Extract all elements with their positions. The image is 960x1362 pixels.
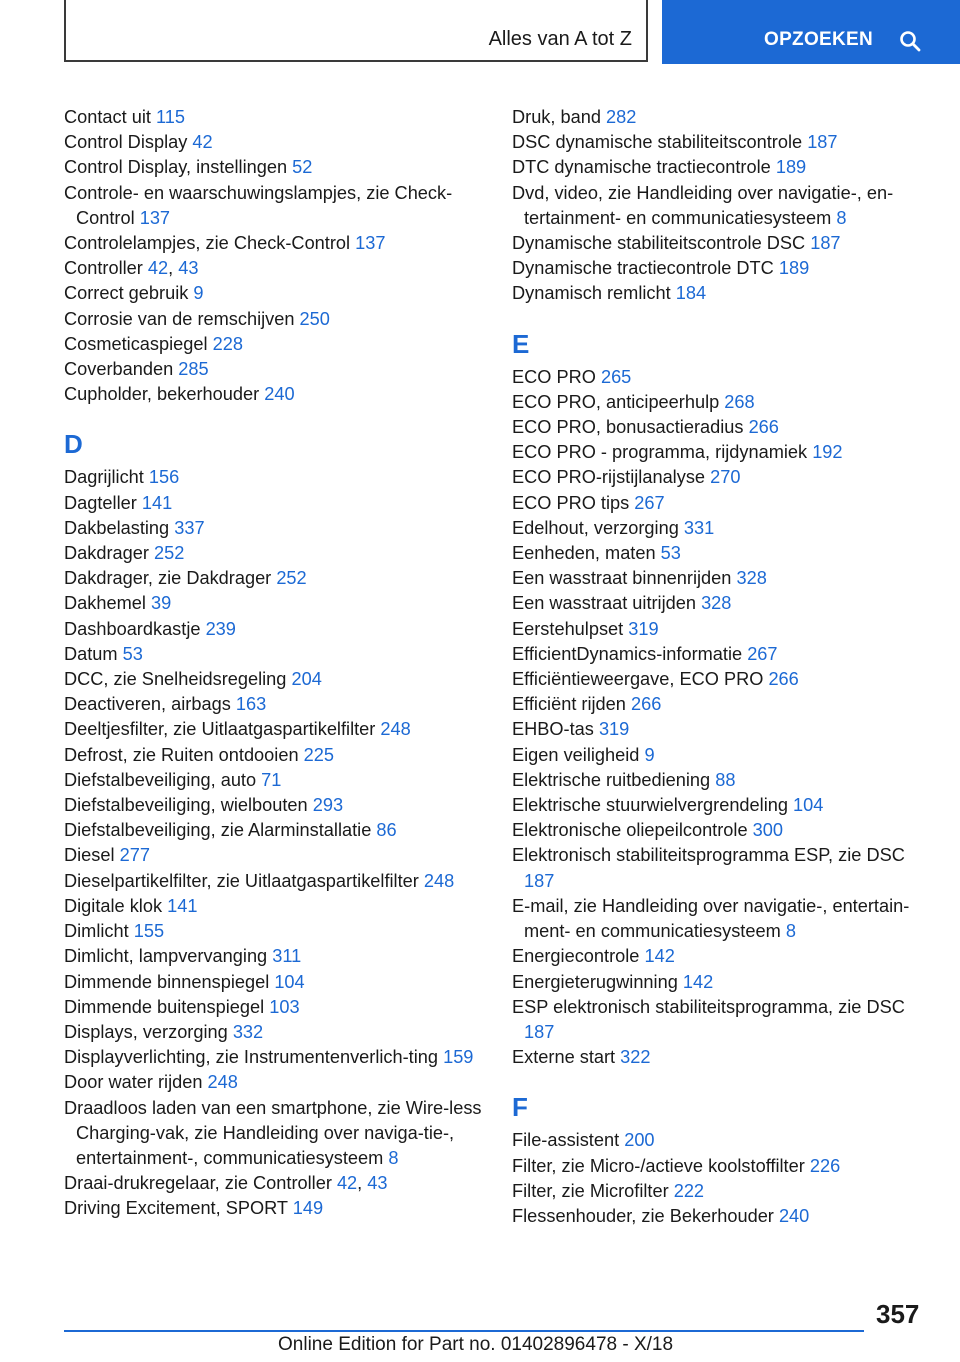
index-entry [64, 894, 484, 919]
index-entry-text: Een wasstraat binnenrijden [512, 568, 732, 589]
index-entry [64, 491, 484, 516]
index-entry [512, 440, 932, 465]
page-link[interactable]: 266 [748, 417, 779, 438]
index-entry [64, 970, 484, 995]
index-entry [64, 667, 484, 692]
index-entry-text: Diefstalbeveiliging, wielbouten [64, 795, 308, 816]
page-link[interactable]: 328 [736, 568, 767, 589]
tab-alles-van-a-tot-z[interactable] [64, 0, 648, 62]
page-link[interactable]: 225 [303, 744, 334, 765]
index-entry-text: Corrosie van de remschijven [64, 308, 295, 329]
index-entry-text: Dieselpartikelfilter, zie Uitlaatgaspartikelfilter [64, 870, 419, 891]
index-entry-text: Dagteller [64, 492, 137, 513]
index-entry [64, 181, 484, 231]
index-entry-text: ECO PRO [512, 366, 596, 387]
index-entry [512, 465, 932, 490]
index-entry-text: Eenheden, maten [512, 543, 656, 564]
page-link[interactable]: 240 [264, 384, 295, 405]
index-entry [512, 617, 932, 642]
index-entry-text: Filter, zie Microfilter [512, 1180, 669, 1201]
index-entry [512, 1179, 932, 1204]
page-link[interactable]: 141 [167, 895, 198, 916]
page-link[interactable]: 42 [336, 1173, 358, 1194]
index-entry [64, 919, 484, 944]
index-entry [512, 591, 932, 616]
page-separator: , [357, 1173, 363, 1194]
page-link[interactable]: 184 [675, 283, 707, 304]
index-entry-text: ECO PRO-rijstijlanalyse [512, 467, 706, 488]
page-link[interactable]: 159 [443, 1047, 474, 1068]
page-link[interactable]: 8 [836, 207, 847, 228]
page-link[interactable]: 103 [269, 996, 300, 1017]
index-entry-text: Control Display [64, 132, 188, 153]
index-entry-text: Coverbanden [64, 359, 174, 380]
index-entry [64, 231, 484, 256]
page-link[interactable]: 52 [292, 157, 313, 178]
index-entry [512, 1204, 932, 1229]
index-entry-text: Flessenhouder, zie Bekerhouder [512, 1205, 774, 1226]
page-link[interactable]: 332 [232, 1021, 264, 1042]
index-entry [512, 130, 932, 155]
index-entry-text: Diefstalbeveiliging, zie Alarminstallatie [64, 820, 372, 841]
index-entry [64, 155, 484, 180]
index-entry-text: Dvd, video, zie Handleiding over navigatie-, en-tertainment- en communicatiesysteem [512, 182, 894, 228]
page-link[interactable]: 322 [620, 1047, 651, 1068]
index-entry-text: ECO PRO tips [512, 492, 630, 513]
index-entry-text: Defrost, zie Ruiten ontdooien [64, 744, 299, 765]
page-link[interactable]: 268 [724, 391, 755, 412]
index-entry [64, 130, 484, 155]
index-entry [64, 1171, 484, 1196]
index-entry [64, 307, 484, 332]
index-entry-text: DCC, zie Snelheidsregeling [64, 669, 287, 690]
index-entry [512, 365, 932, 390]
index-entry-text: Eigen veiligheid [512, 744, 640, 765]
tab-label: Alles van A tot Z [488, 28, 632, 50]
footer-divider [64, 1330, 864, 1332]
index-entry-text: Elektronisch stabiliteitsprogramma ESP, zie DSC [512, 845, 905, 866]
index-entry-text: Dakhemel [64, 593, 146, 614]
index-entry [64, 995, 484, 1020]
index-entry [512, 491, 932, 516]
page-link[interactable]: 142 [682, 971, 714, 992]
index-entry [64, 382, 484, 407]
index-entry [64, 869, 484, 894]
page-link[interactable]: 8 [785, 921, 796, 942]
index-entry-text: Efficiëntieweergave, ECO PRO [512, 669, 764, 690]
index-entry [512, 541, 932, 566]
index-entry-text: Control Display, instellingen [64, 157, 288, 178]
index-entry-text: Cupholder, bekerhouder [64, 384, 260, 405]
index-entry-text: Displayverlichting, zie Instrumentenverlich-ting [64, 1047, 439, 1068]
index-entry-text: Dimmende buitenspiegel [64, 996, 265, 1017]
index-entry-text: Dakdrager, zie Dakdrager [64, 568, 272, 589]
index-entry [64, 692, 484, 717]
index-entry [512, 516, 932, 541]
index-entry [512, 995, 932, 1045]
index-entry-text: Edelhout, verzorging [512, 517, 679, 538]
page-link[interactable]: 311 [272, 946, 302, 967]
index-entry-text: Efficiënt rijden [512, 694, 626, 715]
page-link[interactable]: 337 [174, 517, 205, 538]
page-link[interactable]: 137 [139, 207, 171, 228]
index-entry-text: Druk, band [512, 107, 601, 127]
page-link[interactable]: 248 [423, 870, 455, 891]
index-entry-text: Controller [64, 258, 143, 279]
index-entry-text: Dakdrager [64, 543, 149, 564]
index-entry-text: ESP elektronisch stabiliteitsprogramma, zie DSC [512, 996, 905, 1017]
page-link[interactable]: 240 [778, 1205, 810, 1226]
page-link[interactable]: 104 [793, 795, 824, 816]
index-entry [64, 465, 484, 490]
index-entry-text: Driving Excitement, SPORT [64, 1198, 288, 1219]
index-entry-text: Dynamisch remlicht [512, 283, 671, 304]
index-entry [64, 281, 484, 306]
index-entry [512, 793, 932, 818]
index-entry [64, 105, 484, 130]
index-entry-text: Energieterugwinning [512, 971, 678, 992]
index-entry-text: Een wasstraat uitrijden [512, 593, 696, 614]
page-link[interactable]: 277 [119, 845, 150, 866]
page-link[interactable]: 155 [133, 921, 165, 942]
index-entry [512, 743, 932, 768]
index-entry-text: Contact uit [64, 107, 151, 127]
index-entry [64, 1045, 484, 1070]
page-link[interactable]: 248 [380, 719, 411, 740]
page-link[interactable]: 115 [156, 107, 186, 127]
index-entry-text: EHBO-tas [512, 719, 594, 740]
index-entry [64, 256, 484, 281]
page-link[interactable]: 43 [178, 258, 199, 279]
page-link[interactable]: 267 [747, 643, 778, 664]
index-entry [64, 591, 484, 616]
footer-edition-text: Online Edition for Part no. 01402896478 - X/18 [278, 1334, 674, 1355]
page-link[interactable]: 104 [274, 971, 305, 992]
index-entry [512, 105, 932, 130]
page-link[interactable]: 39 [150, 593, 172, 614]
page-link[interactable]: 88 [715, 769, 736, 790]
page-separator: , [168, 258, 174, 279]
page-link[interactable]: 270 [710, 467, 741, 488]
index-entry [512, 231, 932, 256]
index-entry [512, 970, 932, 995]
index-entry-text: Displays, verzorging [64, 1021, 228, 1042]
top-navigation [0, 0, 960, 64]
page-link[interactable]: 86 [376, 820, 397, 841]
page-link[interactable]: 137 [355, 233, 386, 254]
page-link[interactable]: 319 [598, 719, 630, 740]
page-link[interactable]: 252 [276, 568, 307, 589]
index-entry [512, 692, 932, 717]
page-number: 357 [876, 1299, 920, 1329]
index-entry [64, 566, 484, 591]
index-entry [64, 332, 484, 357]
page-link[interactable]: 250 [299, 308, 330, 329]
index-entry [512, 1045, 932, 1070]
page-link[interactable]: 331 [683, 517, 715, 538]
page-link[interactable]: 156 [148, 467, 180, 488]
page-link[interactable]: 204 [291, 669, 322, 690]
index-entry [512, 256, 932, 281]
index-entry-text: Elektronische oliepeilcontrole [512, 820, 748, 841]
index-entry [64, 541, 484, 566]
page-link[interactable]: 43 [367, 1173, 388, 1194]
index-entry-text: Elektrische stuurwielvergrendeling [512, 795, 788, 816]
index-entry-text: Dagrijlicht [64, 467, 144, 488]
index-entry-text: ECO PRO, anticipeerhulp [512, 391, 720, 412]
page-link[interactable]: 265 [600, 366, 632, 387]
section-letter-d: D [64, 429, 83, 460]
page-link[interactable]: 9 [644, 744, 655, 765]
page-link[interactable]: 141 [141, 492, 173, 513]
index-entry [64, 818, 484, 843]
index-entry [64, 642, 484, 667]
index-entry-text: Externe start [512, 1047, 616, 1068]
index-entry [512, 818, 932, 843]
index-entry [512, 1128, 932, 1153]
index-entry-text: Dynamische tractiecontrole DTC [512, 258, 774, 279]
index-entry-text: Controle- en waarschuwingslampjes, zie Check-Control [64, 182, 453, 228]
page-link[interactable]: 222 [673, 1180, 705, 1201]
index-entry-text: Deeltjesfilter, zie Uitlaatgaspartikelfilter [64, 719, 376, 740]
index-entry [64, 516, 484, 541]
index-entry-text: Deactiveren, airbags [64, 694, 231, 715]
page-link[interactable]: 189 [775, 157, 807, 178]
index-entry [512, 667, 932, 692]
index-entry-text: File-assistent [512, 1130, 620, 1151]
index-entry-text: Dakbelasting [64, 517, 170, 538]
page-link[interactable]: 226 [809, 1155, 841, 1176]
page-link[interactable]: 187 [524, 870, 555, 891]
index-entry-text: E-mail, zie Handleiding over navigatie-, entertain-ment- en communicatiesysteem [512, 895, 910, 942]
index-entry-text: Datum [64, 643, 118, 664]
index-entry-text: Diesel [64, 845, 115, 866]
page-link[interactable]: 9 [193, 283, 204, 304]
page-link[interactable]: 53 [660, 543, 681, 564]
index-entry [512, 566, 932, 591]
index-entry [64, 617, 484, 642]
page-link[interactable]: 267 [634, 492, 665, 513]
index-entry-text: Cosmeticaspiegel [64, 333, 208, 354]
page-link[interactable]: 187 [810, 233, 841, 254]
search-label: OPZOEKEN [764, 29, 874, 50]
index-entry-text: ECO PRO - programma, rijdynamiek [512, 442, 808, 463]
index-entry [64, 793, 484, 818]
page-link[interactable]: 71 [261, 769, 282, 790]
page-link[interactable]: 142 [644, 946, 675, 967]
page-link[interactable]: 8 [388, 1147, 399, 1168]
index-entry-text: Energiecontrole [512, 946, 640, 967]
index-entry [512, 894, 932, 944]
index-entry-text: Elektrische ruitbediening [512, 769, 711, 790]
index-entry-text: Eerstehulpset [512, 618, 624, 639]
index-entry-text: Dashboardkastje [64, 618, 201, 639]
index-entry [512, 181, 932, 231]
index-entry [512, 843, 932, 893]
index-entry [512, 415, 932, 440]
page-link[interactable]: 42 [192, 132, 213, 153]
page-link[interactable]: 187 [524, 1021, 555, 1042]
index-entry [512, 1154, 932, 1179]
page-link[interactable]: 252 [153, 543, 185, 564]
index-entry-text: Diefstalbeveiliging, auto [64, 769, 257, 790]
index-entry [512, 717, 932, 742]
page-link[interactable]: 239 [205, 618, 236, 639]
page-link[interactable]: 228 [212, 333, 243, 354]
page-link[interactable]: 192 [812, 442, 843, 463]
index-column-left [64, 105, 484, 1222]
page-link[interactable]: 319 [628, 618, 659, 639]
index-entry-text: DTC dynamische tractiecontrole [512, 157, 771, 178]
page-link[interactable]: 300 [752, 820, 783, 841]
page-link[interactable]: 200 [624, 1130, 655, 1151]
index-entry-text: ECO PRO, bonusactieradius [512, 417, 744, 438]
page-link[interactable]: 53 [122, 643, 143, 664]
index-entry-text: Digitale klok [64, 895, 163, 916]
page-link[interactable]: 248 [207, 1072, 238, 1093]
index-entry [64, 768, 484, 793]
page-link[interactable]: 282 [606, 107, 637, 127]
index-entry-text: Dimlicht, lampvervanging [64, 946, 268, 967]
index-entry [512, 390, 932, 415]
index-entry-text: Door water rijden [64, 1072, 203, 1093]
section-letter-e: E [512, 328, 530, 359]
page-link[interactable]: 189 [778, 258, 810, 279]
index-entry [512, 768, 932, 793]
index-entry [512, 642, 932, 667]
index-entry [512, 944, 932, 969]
section-letter-f: F [512, 1092, 528, 1123]
index-entry [64, 717, 484, 742]
page-link[interactable]: 149 [292, 1198, 324, 1219]
index-entry-text: Filter, zie Micro-/actieve koolstoffilter [512, 1155, 805, 1176]
page-link[interactable]: 266 [630, 694, 662, 715]
index-entry-text: Controlelampjes, zie Check-Control [64, 233, 351, 254]
index-entry [64, 743, 484, 768]
index-entry-text: Draai-drukregelaar, zie Controller [64, 1173, 332, 1194]
index-entry [64, 1070, 484, 1095]
page-link[interactable]: 285 [178, 359, 209, 380]
index-entry-text: EfficientDynamics-informatie [512, 643, 743, 664]
index-entry-text: Draadloos laden van een smartphone, zie Wire-less Charging-vak, zie Handleiding over naviga-tie-, entertainment-, communicatiesysteem [64, 1097, 482, 1168]
index-entry [64, 1096, 484, 1172]
index-entry-text: Correct gebruik [64, 283, 189, 304]
index-entry-text: Dimlicht [64, 921, 129, 942]
index-entry [64, 1196, 484, 1221]
search-icon [898, 29, 922, 53]
index-entry [64, 1020, 484, 1045]
search-button[interactable] [662, 0, 960, 64]
index-entry [512, 281, 932, 306]
index-entry [512, 155, 932, 180]
page-link[interactable]: 187 [807, 132, 838, 153]
index-entry-text: Dimmende binnenspiegel [64, 971, 270, 992]
page-link[interactable]: 328 [701, 593, 732, 614]
index-entry-text: Dynamische stabiliteitscontrole DSC [512, 233, 806, 254]
index-entry [64, 843, 484, 868]
page-link[interactable]: 42 [147, 258, 169, 279]
page-link[interactable]: 266 [768, 669, 799, 690]
page-link[interactable]: 293 [312, 795, 344, 816]
index-column-right [512, 105, 932, 1229]
index-entry [64, 944, 484, 969]
page-link[interactable]: 163 [235, 694, 267, 715]
index-entry-text: DSC dynamische stabiliteitscontrole [512, 132, 803, 153]
index-entry [64, 357, 484, 382]
